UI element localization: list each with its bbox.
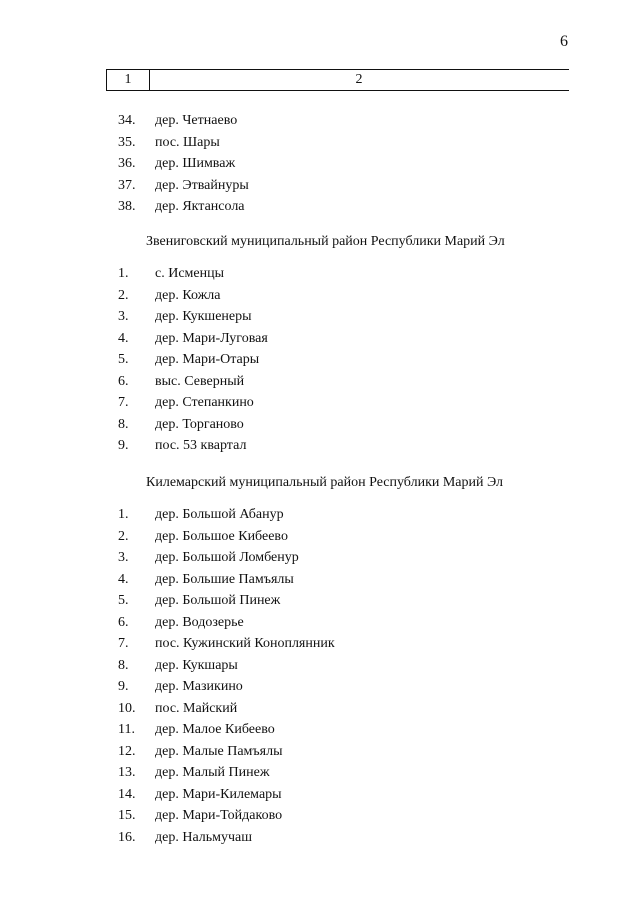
settlement-name: пос. 53 квартал bbox=[155, 438, 247, 453]
item-number: 3. bbox=[118, 309, 129, 324]
list-item bbox=[0, 414, 639, 436]
table-column-header bbox=[106, 69, 569, 91]
item-number: 10. bbox=[118, 700, 136, 716]
item-number: 8. bbox=[118, 416, 129, 432]
settlement-name: пос. Майский bbox=[155, 700, 238, 716]
list-item bbox=[0, 569, 639, 591]
column-number-1: 1 bbox=[107, 70, 150, 90]
settlement-name: дер. Водозерье bbox=[155, 614, 244, 630]
list-item bbox=[0, 633, 639, 655]
item-number: 4. bbox=[118, 330, 129, 346]
item-number: 2. bbox=[118, 287, 129, 303]
item-number: 1. bbox=[118, 266, 129, 281]
list-item bbox=[0, 132, 639, 154]
settlement-name: дер. Мари-Луговая bbox=[155, 330, 268, 346]
settlement-name: дер. Нальмучаш bbox=[155, 829, 253, 845]
list-item bbox=[0, 371, 639, 393]
item-number: 15. bbox=[118, 808, 136, 823]
column-number-2: 2 bbox=[355, 72, 363, 87]
list-item bbox=[0, 349, 639, 371]
settlement-name: дер. Мари-Килемары bbox=[155, 786, 282, 802]
settlement-name: дер. Шимваж bbox=[155, 156, 236, 171]
item-number: 11. bbox=[118, 722, 135, 737]
list-item bbox=[0, 655, 639, 677]
list-item bbox=[0, 153, 639, 175]
settlement-name: дер. Большой Ломбенур bbox=[155, 550, 299, 565]
list-item bbox=[0, 196, 639, 218]
settlement-name: дер. Кукшары bbox=[155, 657, 238, 673]
item-number: 34. bbox=[118, 113, 136, 128]
district-settlement-list bbox=[0, 504, 639, 848]
list-item bbox=[0, 263, 639, 285]
district-heading: Звениговский муниципальный район Республики Марий Эл bbox=[146, 234, 505, 249]
item-number: 2. bbox=[118, 528, 129, 544]
item-number: 9. bbox=[118, 438, 129, 453]
list-item bbox=[0, 306, 639, 328]
item-number: 16. bbox=[118, 829, 136, 845]
settlement-name: дер. Малые Памъялы bbox=[155, 743, 283, 759]
settlement-name: дер. Малый Пинеж bbox=[155, 765, 270, 780]
settlement-name: дер. Большие Памъялы bbox=[155, 571, 294, 587]
list-item bbox=[0, 175, 639, 197]
list-item bbox=[0, 698, 639, 720]
settlement-name: дер. Мари-Отары bbox=[155, 352, 260, 367]
settlement-name: дер. Кожла bbox=[155, 287, 221, 303]
item-number: 35. bbox=[118, 134, 136, 150]
settlement-name: дер. Четнаево bbox=[155, 113, 238, 128]
list-item bbox=[0, 784, 639, 806]
settlement-name: дер. Большой Абанур bbox=[155, 507, 284, 522]
list-item bbox=[0, 328, 639, 350]
page-number: 6 bbox=[560, 33, 568, 50]
item-number: 6. bbox=[118, 614, 129, 630]
item-number: 8. bbox=[118, 657, 129, 673]
list-item bbox=[0, 676, 639, 698]
settlement-name: с. Исменцы bbox=[155, 266, 225, 281]
list-item bbox=[0, 719, 639, 741]
item-number: 14. bbox=[118, 786, 136, 802]
item-number: 36. bbox=[118, 156, 136, 171]
settlement-name: дер. Яктансола bbox=[155, 199, 245, 214]
settlement-name: дер. Кукшенеры bbox=[155, 309, 252, 324]
settlement-name: дер. Мазикино bbox=[155, 679, 243, 694]
list-item bbox=[0, 762, 639, 784]
item-number: 5. bbox=[118, 593, 129, 608]
list-item bbox=[0, 741, 639, 763]
settlement-name: дер. Большой Пинеж bbox=[155, 593, 281, 608]
item-number: 7. bbox=[118, 636, 129, 651]
settlement-name: дер. Большое Кибеево bbox=[155, 528, 288, 544]
settlement-name: дер. Торганово bbox=[155, 416, 244, 432]
list-item bbox=[0, 526, 639, 548]
item-number: 38. bbox=[118, 199, 136, 214]
settlement-name: дер. Малое Кибеево bbox=[155, 722, 275, 737]
district-settlement-list bbox=[0, 263, 639, 457]
list-item bbox=[0, 504, 639, 526]
item-number: 6. bbox=[118, 373, 129, 389]
list-item bbox=[0, 590, 639, 612]
item-number: 37. bbox=[118, 177, 136, 193]
settlement-name: дер. Степанкино bbox=[155, 395, 254, 410]
list-item bbox=[0, 435, 639, 457]
list-item bbox=[0, 392, 639, 414]
continued-settlement-list bbox=[0, 110, 639, 218]
item-number: 3. bbox=[118, 550, 129, 565]
list-item bbox=[0, 612, 639, 634]
item-number: 4. bbox=[118, 571, 129, 587]
settlement-name: пос. Кужинский Коноплянник bbox=[155, 636, 335, 651]
list-item bbox=[0, 805, 639, 827]
list-item bbox=[0, 110, 639, 132]
item-number: 13. bbox=[118, 765, 136, 780]
settlement-name: дер. Этвайнуры bbox=[155, 177, 249, 193]
list-item bbox=[0, 285, 639, 307]
item-number: 7. bbox=[118, 395, 129, 410]
list-item bbox=[0, 827, 639, 849]
item-number: 9. bbox=[118, 679, 129, 694]
list-item bbox=[0, 547, 639, 569]
item-number: 5. bbox=[118, 352, 129, 367]
item-number: 1. bbox=[118, 507, 129, 522]
district-heading: Килемарский муниципальный район Республики Марий Эл bbox=[146, 475, 504, 490]
item-number: 12. bbox=[118, 743, 136, 759]
settlement-name: пос. Шары bbox=[155, 134, 220, 150]
settlement-name: дер. Мари-Тойдаково bbox=[155, 808, 283, 823]
settlement-name: выс. Северный bbox=[155, 373, 245, 389]
